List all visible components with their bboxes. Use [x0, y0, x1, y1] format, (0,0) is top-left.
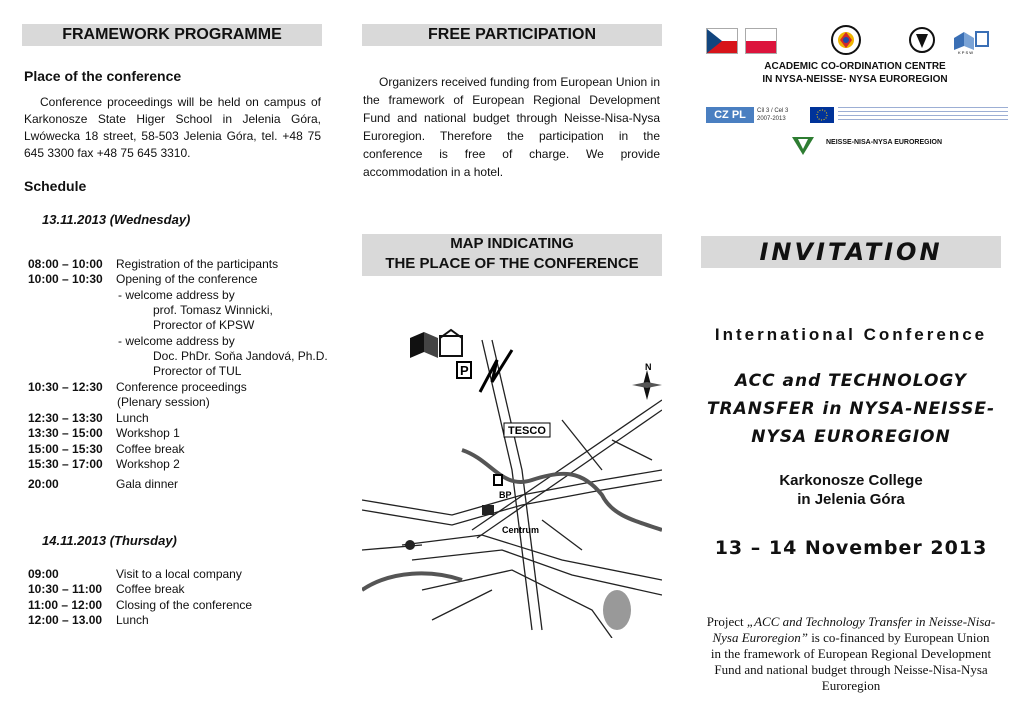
conference-title-line1: ACC and TECHNOLOGY	[734, 371, 967, 391]
neisse-label: NEISSE-NISA-NYSA EUROREGION	[826, 139, 943, 146]
welcome-2-role: Prorector of TUL	[153, 364, 242, 378]
schedule-row: 13:30 – 15:00 Workshop 1	[28, 426, 180, 440]
schedule-row: 10:00 – 10:30 Opening of the conference	[28, 272, 258, 286]
schedule-title: Schedule	[24, 178, 87, 194]
czech-flag-icon	[706, 28, 738, 54]
map-label-parking: P	[460, 363, 469, 378]
schedule-row: 09:00 Visit to a local company	[28, 567, 242, 581]
place-title: Place of the conference	[24, 68, 182, 84]
day1-date: 13.11.2013 (Wednesday)	[42, 212, 191, 227]
schedule-row: 10:30 – 12:30 Conference proceedings	[28, 380, 247, 394]
welcome-2-name: Doc. PhDr. Soňa Jandová, Ph.D.	[153, 349, 328, 363]
eu-flag-icon	[810, 107, 834, 123]
framework-header: FRAMEWORK PROGRAMME	[22, 24, 322, 46]
welcome-1-role: Prorector of KPSW	[153, 318, 255, 332]
schedule-row: 12:30 – 13:30 Lunch	[28, 411, 149, 425]
map-label-centrum: Centrum	[502, 525, 540, 535]
neisse-logo-icon	[790, 133, 816, 157]
schedule-row: 11:00 – 12:00 Closing of the conference	[28, 598, 253, 612]
conference-title-line2: TRANSFER in NYSA-NEISSE-	[706, 399, 996, 419]
acc-centre-title: ACADEMIC CO-ORDINATION CENTRE IN NYSA-NEISSE- NYSA EUROREGION	[762, 61, 948, 85]
map-label-bp: BP	[499, 490, 512, 500]
conference-dates: 13 – 14 November 2013	[714, 537, 988, 559]
day2-date: 14.11.2013 (Thursday)	[42, 533, 177, 548]
cil-cel-label: Cíl 3 / Cel 3 2007-2013	[757, 108, 789, 122]
map-label-tesco: TESCO	[508, 425, 546, 437]
welcome-1-name: prof. Tomasz Winnicki,	[153, 303, 273, 317]
map-header: MAP INDICATING THE PLACE OF THE CONFERENCE	[362, 234, 662, 276]
welcome-1: - welcome address by	[118, 288, 235, 302]
college-name: Karkonosze College in Jelenia Góra	[779, 472, 923, 508]
schedule-row: 20:00 Gala dinner	[28, 477, 179, 491]
schedule-row: 15:00 – 15:30 Coffee break	[28, 442, 185, 456]
welcome-2: - welcome address by	[118, 334, 235, 348]
invitation-header: INVITATION	[701, 236, 1001, 268]
project-note: Project „ACC and Technology Transfer in Neisse-Nisa-Nysa Euroregion” is co-financed by European Union in the framework of European Regional Development Fund and national budget through Neisse-Nisa-Nysa Euroregion	[706, 614, 996, 693]
poland-flag-icon	[745, 28, 777, 54]
free-participation-text: Organizers received funding from European Union in the framework of European Regional Development Fund and national budget through Neisse-Nisa-Nysa Euroregion. Therefore the participation in the conference is free of charge. We provide accommodation in a hotel.	[363, 75, 660, 179]
schedule-row: 08:00 – 10:00 Registration of the participants	[28, 257, 279, 271]
schedule-row: 15:30 – 17:00 Workshop 2	[28, 457, 180, 471]
conference-title-line3: NYSA EUROREGION	[751, 427, 951, 447]
svg-text:K P S W: K P S W	[958, 50, 974, 54]
city-map	[362, 320, 662, 638]
kpsw-logo-icon	[952, 24, 990, 54]
map-label-north: N	[645, 362, 652, 372]
kpsw-map-logo-icon	[410, 330, 462, 358]
plenary-session: (Plenary session)	[117, 395, 210, 409]
schedule-row: 12:00 – 13.00 Lunch	[28, 613, 149, 627]
international-conference: International Conference	[714, 325, 988, 344]
tul-logo-icon	[908, 26, 936, 54]
acc-logo-icon	[830, 24, 862, 56]
schedule-row: 10:30 – 11:00 Coffee break	[28, 582, 185, 596]
place-text: Conference proceedings will be held on campus of Karkonosze State Higer School in Jelenia Góra, Lwówecka 18 street, 58-503 Jelenia Góra, tel. +48 75 645 3300 fax +48 75 645 3310.	[24, 95, 321, 160]
free-participation-header: FREE PARTICIPATION	[362, 24, 662, 46]
eu-fine-print	[838, 107, 1008, 121]
czpl-logo: CZ PL	[706, 107, 754, 123]
north-compass-icon	[632, 362, 662, 400]
